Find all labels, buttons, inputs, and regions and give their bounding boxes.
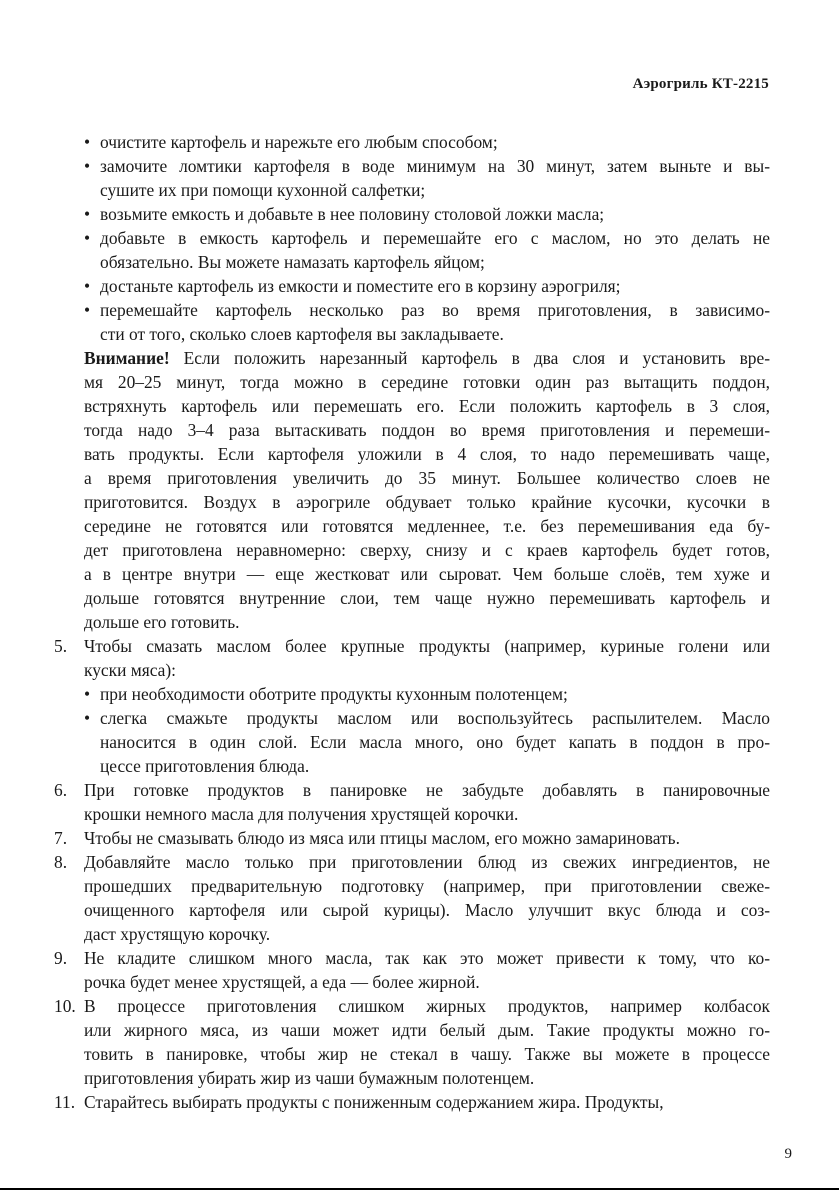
bullet-item — [54, 298, 770, 346]
item-text: куски мяса): — [84, 660, 176, 680]
bullet-text: слегка смажьте продукты маслом или воспользуйтесь распылителем. Масло — [100, 708, 770, 728]
bullet-icon: • — [84, 204, 91, 224]
bullet-text: при необходимости оботрите продукты кухонным полотенцем; — [100, 684, 568, 704]
item-number: 5. — [54, 636, 68, 656]
bullet-text: перемешайте картофель несколько раз во время приготовления, в зависимо- — [100, 300, 770, 320]
attention-text: приготовится. Воздух в аэрогриле обдувает только крайние кусочки, кусочки в — [84, 492, 770, 512]
bullet-item — [54, 154, 770, 202]
item-text: прошедших предварительную подготовку (например, при приготовлении свеже- — [84, 876, 770, 896]
bullet-text: очистите картофель и нарежьте его любым способом; — [100, 132, 498, 152]
item-text: Чтобы не смазывать блюдо из мяса или птицы маслом, его можно замариновать. — [84, 828, 680, 848]
item-number: 10. — [54, 996, 76, 1016]
item-text: Старайтесь выбирать продукты с пониженным содержанием жира. Продукты, — [84, 1092, 664, 1112]
bullet-item — [54, 274, 770, 298]
attention-text: дет приготовлена неравномерно: сверху, снизу и с краев картофель будет готов, — [84, 540, 770, 560]
item-number: 6. — [54, 780, 68, 800]
bullet-text: достаньте картофель из емкости и поместите его в корзину аэрогриля; — [100, 276, 621, 296]
numbered-item — [54, 850, 770, 946]
numbered-item — [54, 634, 770, 682]
numbered-line — [54, 994, 770, 1018]
bullet-text: добавьте в емкость картофель и перемешайте его с маслом, но это делать не — [100, 228, 770, 248]
item-text: Не кладите слишком много масла, так как это может привести к тому, что ко- — [84, 948, 770, 968]
item-text: рочка будет менее хрустящей, а еда — более жирной. — [84, 972, 480, 992]
bullet-item — [54, 226, 770, 274]
numbered-line — [54, 1090, 770, 1114]
attention-label: Внимание! — [84, 348, 170, 368]
attention-text: тогда надо 3–4 раза вытаскивать поддон во время приготовления и перемеши- — [84, 420, 770, 440]
bullet-item — [54, 202, 770, 226]
numbered-line — [54, 826, 770, 850]
item-text: даст хрустящую корочку. — [84, 924, 271, 944]
bullet-text: цессе приготовления блюда. — [100, 756, 310, 776]
numbered-line — [54, 634, 770, 658]
attention-text: вать продукты. Если картофеля уложили в 4 слоя, то надо перемешивать чаще, — [84, 444, 770, 464]
page-number: 9 — [784, 1146, 792, 1162]
numbered-item — [54, 826, 770, 850]
attention-text: встряхнуть картофель или перемешать его. Если положить картофель в 3 слоя, — [84, 396, 770, 416]
item-number: 11. — [54, 1092, 76, 1112]
bullet-icon: • — [84, 708, 91, 728]
bullet-icon: • — [84, 276, 91, 296]
item-number: 9. — [54, 948, 68, 968]
item-text: крошки немного масла для получения хрустящей корочки. — [84, 804, 519, 824]
attention-text: а в центре внутри — еще жестковат или сыроват. Чем больше слоёв, тем хуже и — [84, 564, 770, 584]
attention-text: Если положить нарезанный картофель в два слоя и установить вре- — [169, 348, 770, 368]
attention-text: середине не готовятся или готовятся медленнее, т.е. без перемешивания еда бу- — [84, 516, 770, 536]
bullet-line — [54, 130, 770, 154]
bullet-item — [54, 682, 770, 706]
numbered-item — [54, 994, 770, 1090]
attention-text: дольше его готовить. — [84, 612, 240, 632]
numbered-line — [54, 850, 770, 874]
page-header-title: Аэрогриль КТ-2215 — [632, 76, 769, 92]
numbered-line — [54, 778, 770, 802]
attention-text: дольше готовятся внутренние слои, тем чаще нужно перемешивать картофель и — [84, 588, 770, 608]
bullet-icon: • — [84, 156, 91, 176]
bullet-item — [54, 130, 770, 154]
numbered-item — [54, 1090, 770, 1114]
item-number: 8. — [54, 852, 68, 872]
item-text: В процессе приготовления слишком жирных продуктов, например колбасок — [84, 996, 770, 1016]
bullet-icon: • — [84, 300, 91, 320]
attention-first-line — [84, 346, 770, 370]
item-text: очищенного картофеля или сырой курицы). Масло улучшит вкус блюда и соз- — [84, 900, 770, 920]
bullet-text: возьмите емкость и добавьте в нее половину столовой ложки масла; — [100, 204, 605, 224]
item-text: приготовления убирать жир из чаши бумажным полотенцем. — [84, 1068, 535, 1088]
document-body — [54, 130, 770, 1114]
item-text: Чтобы смазать маслом более крупные продукты (например, куриные голени или — [84, 636, 770, 656]
bullet-text: замочите ломтики картофеля в воде минимум на 30 минут, затем выньте и вы- — [100, 156, 770, 176]
item-text: Добавляйте масло только при приготовлении блюд из свежих ингредиентов, не — [84, 852, 770, 872]
bullet-icon: • — [84, 228, 91, 248]
bullet-text: наносится в один слой. Если масла много, оно будет капать в поддон в про- — [100, 732, 770, 752]
bullet-line — [54, 682, 770, 706]
bullet-text: сушите их при помощи кухонной салфетки; — [100, 180, 426, 200]
item-text: товить в панировке, чтобы жир не стекал в чашу. Также вы можете в процессе — [84, 1044, 770, 1064]
item-text: или жирного мяса, из чаши может идти белый дым. Такие продукты можно го- — [84, 1020, 770, 1040]
bullet-text: обязательно. Вы можете намазать картофель яйцом; — [100, 252, 485, 272]
bullet-icon: • — [84, 132, 91, 152]
bullet-item — [54, 706, 770, 778]
bottom-rule — [0, 1188, 839, 1190]
numbered-item — [54, 946, 770, 994]
bullet-line — [54, 298, 770, 322]
numbered-line — [54, 946, 770, 970]
bullet-line — [54, 154, 770, 178]
item-text: При готовке продуктов в панировке не забудьте добавлять в панировочные — [84, 780, 770, 800]
attention-text: мя 20–25 минут, тогда можно в середине готовки один раз вытащить поддон, — [84, 372, 770, 392]
attention-text: а время приготовления увеличить до 35 минут. Большее количество слоев не — [84, 468, 770, 488]
numbered-item — [54, 778, 770, 826]
bullet-line — [54, 274, 770, 298]
bullet-line — [54, 226, 770, 250]
attention-paragraph — [54, 346, 770, 634]
item-number: 7. — [54, 828, 68, 848]
bullet-text: сти от того, сколько слоев картофеля вы закладываете. — [100, 324, 504, 344]
bullet-line — [54, 202, 770, 226]
bullet-line — [54, 706, 770, 730]
bullet-icon: • — [84, 684, 91, 704]
